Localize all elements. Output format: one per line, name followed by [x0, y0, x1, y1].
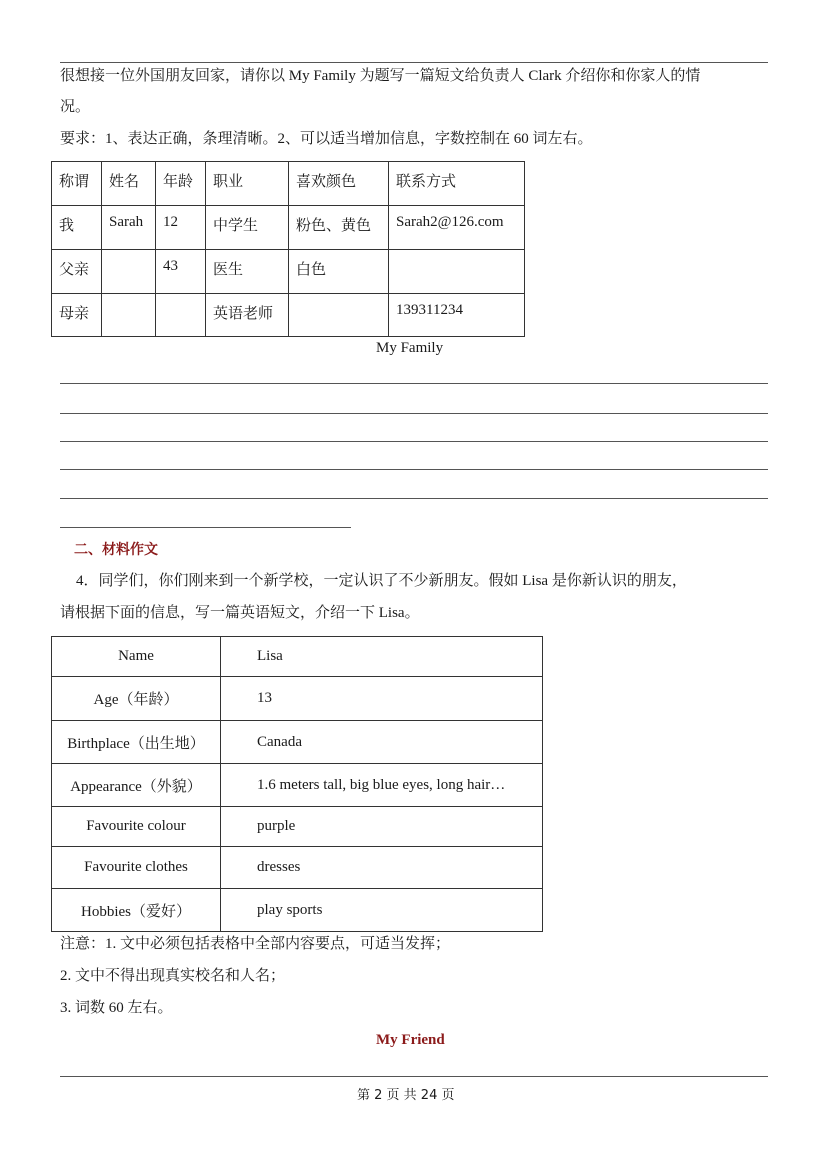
family-essay-title: My Family	[376, 340, 444, 356]
table-cell: 12	[156, 206, 206, 250]
table-row	[52, 250, 525, 294]
writing-line[interactable]	[60, 441, 768, 442]
table-row	[52, 294, 525, 337]
header-cell: 职业	[206, 162, 289, 206]
header-cell: 称谓	[52, 162, 102, 206]
table-cell: 白色	[289, 250, 389, 294]
label-cell: Name	[52, 637, 221, 677]
table-cell: Sarah2@126.com	[389, 206, 525, 250]
table-cell: 医生	[206, 250, 289, 294]
question-line-2: 请根据下面的信息，写一篇英语短文，介绍一下 Lisa。	[60, 605, 420, 621]
note-1: 注意：1. 文中必须包括表格中全部内容要点，可适当发挥；	[60, 936, 451, 952]
footer-rule	[60, 1076, 768, 1077]
intro-line-1: 很想接一位外国朋友回家，请你以 My Family 为题写一篇短文给负责人 Clark 介绍你和你家人的情	[60, 68, 701, 84]
intro-line-2: 况。	[60, 99, 91, 115]
table-cell	[102, 294, 156, 337]
header-cell: 喜欢颜色	[289, 162, 389, 206]
note-2: 2. 文中不得出现真实校名和人名；	[60, 968, 286, 984]
header-cell: 联系方式	[389, 162, 525, 206]
table-row	[52, 677, 543, 721]
writing-line[interactable]	[60, 383, 768, 384]
writing-line[interactable]	[60, 469, 768, 470]
table-header-row	[52, 162, 525, 206]
friend-essay-title: My Friend	[376, 1032, 445, 1048]
table-cell	[156, 294, 206, 337]
table-row	[52, 847, 543, 889]
requirements-text: 要求：1、表达正确，条理清晰。2、可以适当增加信息，字数控制在 60 词左右。	[60, 131, 593, 147]
writing-line[interactable]	[60, 527, 351, 528]
table-cell: 139311234	[389, 294, 525, 337]
family-info-table	[51, 161, 525, 337]
section-heading: 二、材料作文	[74, 542, 158, 558]
page-number: 第 2 页 共 24 页	[357, 1088, 455, 1103]
writing-line[interactable]	[60, 413, 768, 414]
value-cell: 1.6 meters tall, big blue eyes, long hair…	[221, 764, 543, 807]
value-cell: play sports	[221, 889, 543, 932]
table-cell: 粉色、黄色	[289, 206, 389, 250]
top-rule	[60, 62, 768, 63]
label-cell: Hobbies（爱好）	[52, 889, 221, 932]
table-cell: 中学生	[206, 206, 289, 250]
table-row	[52, 889, 543, 932]
table-cell: 43	[156, 250, 206, 294]
table-cell	[289, 294, 389, 337]
header-cell: 姓名	[102, 162, 156, 206]
note-3: 3. 词数 60 左右。	[60, 1000, 173, 1016]
table-row	[52, 637, 543, 677]
value-cell: dresses	[221, 847, 543, 889]
table-cell: 母亲	[52, 294, 102, 337]
friend-info-table	[51, 636, 543, 932]
label-cell: Birthplace（出生地）	[52, 721, 221, 764]
header-cell: 年龄	[156, 162, 206, 206]
table-cell: 我	[52, 206, 102, 250]
table-cell: 英语老师	[206, 294, 289, 337]
table-cell	[389, 250, 525, 294]
label-cell: Appearance（外貌）	[52, 764, 221, 807]
table-cell	[102, 250, 156, 294]
table-row	[52, 764, 543, 807]
value-cell: Canada	[221, 721, 543, 764]
table-row	[52, 721, 543, 764]
table-row	[52, 206, 525, 250]
label-cell: Favourite colour	[52, 807, 221, 847]
table-cell: 父亲	[52, 250, 102, 294]
value-cell: Lisa	[221, 637, 543, 677]
value-cell: 13	[221, 677, 543, 721]
value-cell: purple	[221, 807, 543, 847]
table-cell: Sarah	[102, 206, 156, 250]
label-cell: Age（年龄）	[52, 677, 221, 721]
label-cell: Favourite clothes	[52, 847, 221, 889]
table-row	[52, 807, 543, 847]
question-line-1: 4．同学们，你们刚来到一个新学校，一定认识了不少新朋友。假如 Lisa 是你新认识的朋友，	[76, 573, 687, 589]
writing-line[interactable]	[60, 498, 768, 499]
